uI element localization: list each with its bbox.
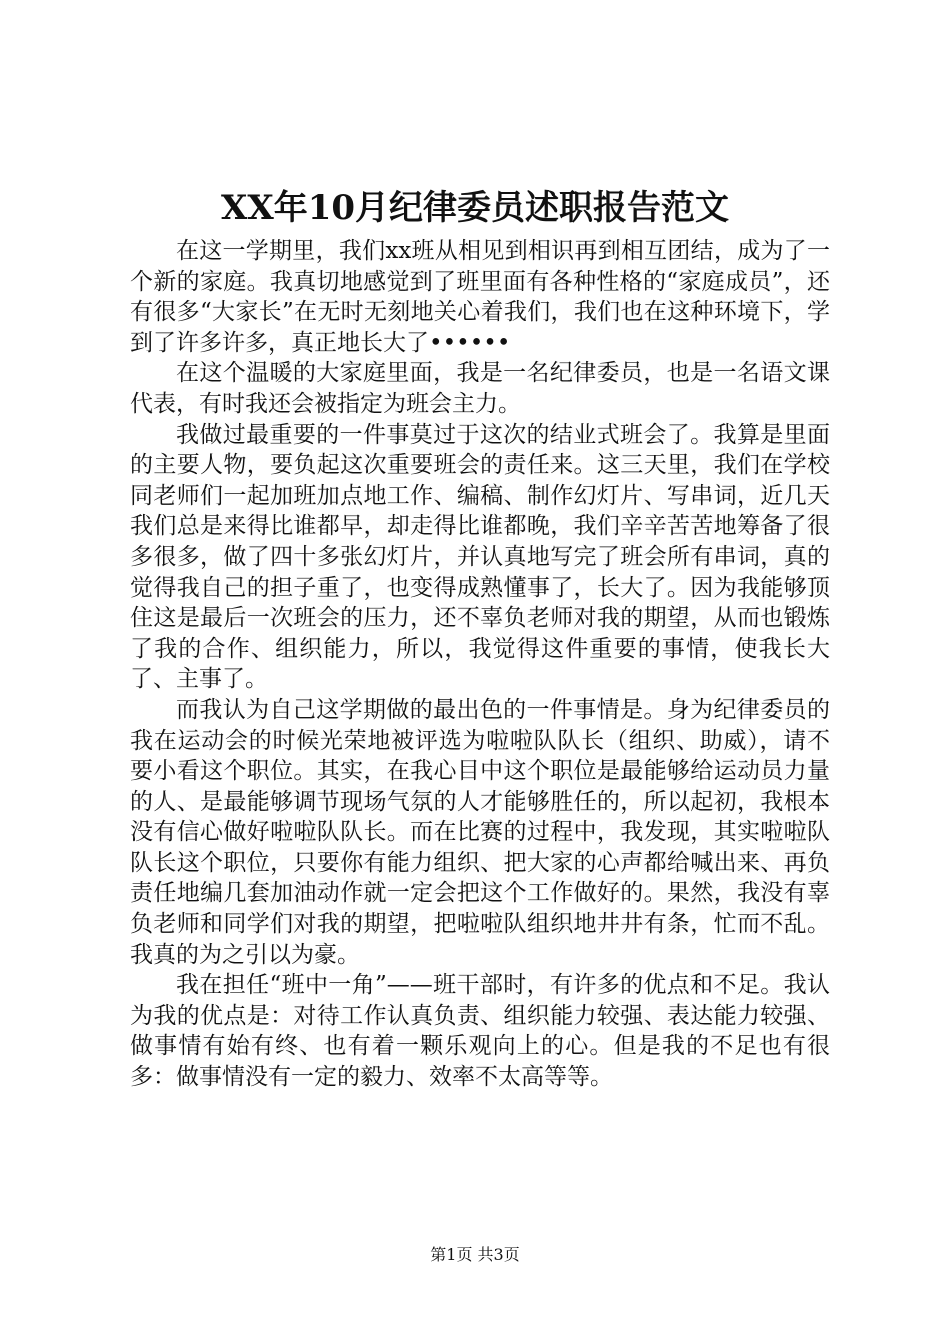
page-number-footer: 第1页 共3页 — [430, 1245, 520, 1264]
paragraph: 我在担任“班中一角”——班干部时，有许多的优点和不足。我认为我的优点是：对待工作认真负责、组织能力较强、表达能力较强、做事情有始有终、也有着一颗乐观向上的心。但是我的不足也有很多：做事情没有一定的毅力、效率不太高等等。 — [130, 972, 830, 1091]
paragraph: 而我认为自己这学期做的最出色的一件事情是。身为纪律委员的我在运动会的时候光荣地被评选为啦啦队队长（组织、助威），请不要小看这个职位。其实，在我心目中这个职位是最能够给运动员力量的人、是最能够调节现场气氛的人才能够胜任的，所以起初，我根本没有信心做好啦啦队队长。而在比赛的过程中，我发现，其实啦啦队队长这个职位，只要你有能力组织、把大家的心声都给喊出来、再负责任地编几套加油动作就一定会把这个工作做好的。果然，我没有辜负老师和同学们对我的期望，把啦啦队组织地井井有条，忙而不乱。我真的为之引以为豪。 — [130, 696, 830, 968]
paragraph: 我做过最重要的一件事莫过于这次的结业式班会了。我算是里面的主要人物，要负起这次重要班会的责任来。这三天里，我们在学校同老师们一起加班加点地工作、编稿、制作幻灯片、写串词，近几天我们总是来得比谁都早，却走得比谁都晚，我们辛辛苦苦地筹备了很多很多，做了四十多张幻灯片，并认真地写完了班会所有串词，真的觉得我自己的担子重了，也变得成熟懂事了，长大了。因为我能够顶住这是最后一次班会的压力，还不辜负老师对我的期望，从而也锻炼了我的合作、组织能力，所以，我觉得这件重要的事情，使我长大了、主事了。 — [130, 421, 830, 693]
document-title: XX年10月纪律委员述职报告范文 — [220, 188, 730, 228]
paragraph: 在这个温暖的大家庭里面，我是一名纪律委员，也是一名语文课代表，有时我还会被指定为班会主力。 — [130, 360, 830, 417]
paragraph: 在这一学期里，我们xx班从相见到相识再到相互团结，成为了一个新的家庭。我真切地感觉到了班里面有各种性格的“家庭成员”，还有很多“大家长”在无时无刻地关心着我们，我们也在这种环境下，学到了许多许多，真正地长大了•••••• — [130, 238, 830, 356]
document-body — [130, 236, 830, 1093]
